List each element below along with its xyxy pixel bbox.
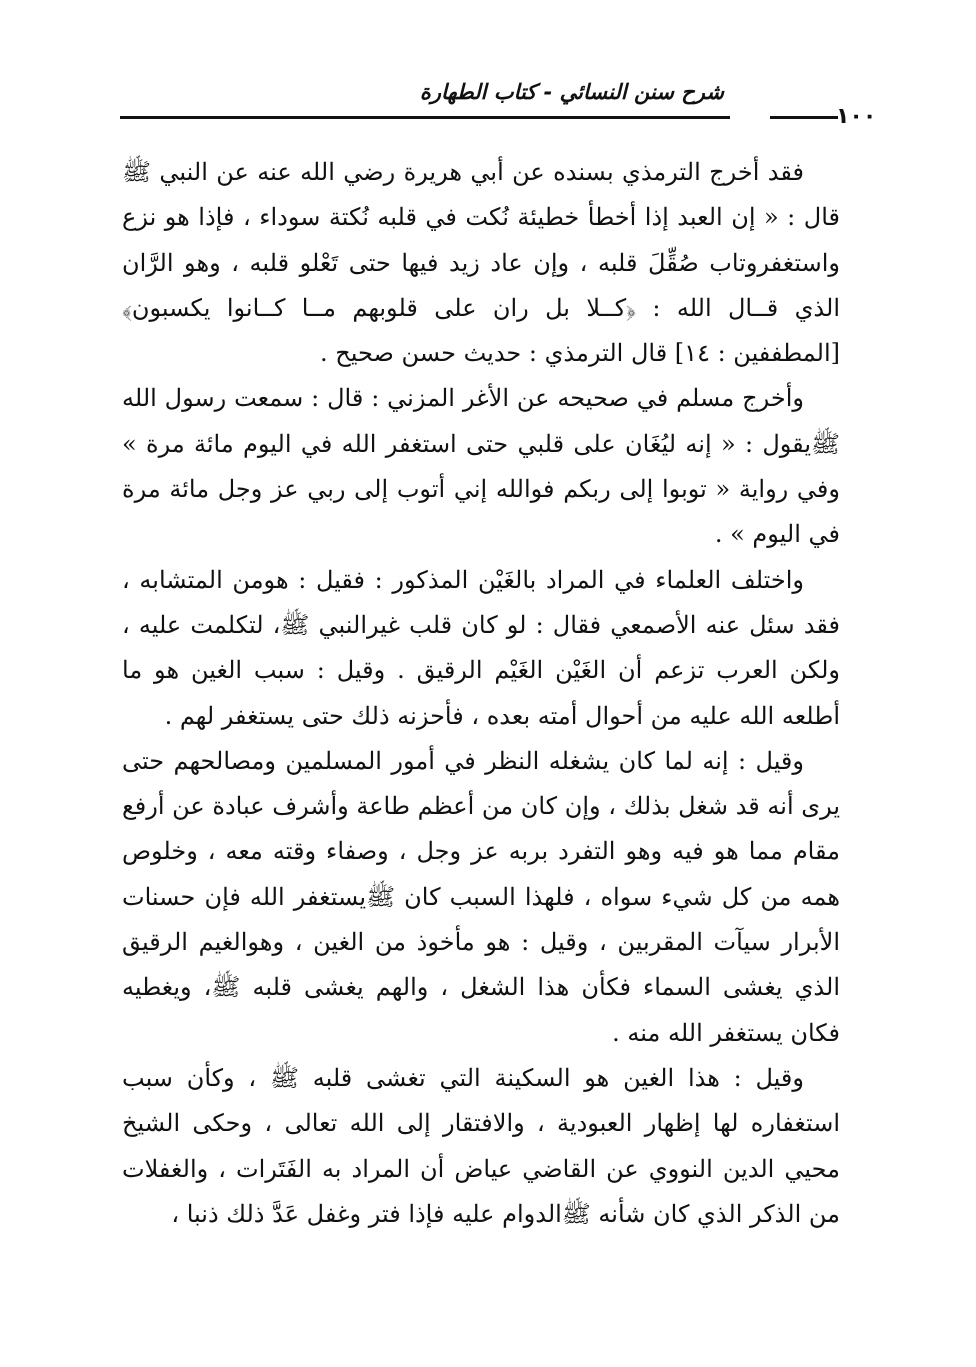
paragraph: فقد أخرج الترمذي بسنده عن أبي هريرة رضي الله عنه عن النبي ﷺ قال : « إن العبد إذا أخطأ خطيئة نُكت في قلبه نُكتة سوداء ، فإذا هو نزع واستغفروتاب صُقِّلَ قلبه ، وإن عاد زيد فيها حتى تَعْلو قلبه ، وهو الرَّان الذي قــال الله : ﴿كــلا بل ران على قلوبهم مــا كــانوا يكسبون﴾[المطففين : ١٤] قال الترمذي : حديث حسن صحيح . [122,158,840,368]
paragraph: وقيل : إنه لما كان يشغله النظر في أمور المسلمين ومصالحهم حتى يرى أنه قد شغل بذلك ، وإن كان من أعظم طاعة وأشرف عبادة عن أرفع مقام مما هو فيه وهو التفرد بربه عز وجل ، وصفاء وقته معه ، وخلوص همه من كل شيء سواه ، فلهذا السبب كان ﷺيستغفر الله فإن حسنات الأبرار سيآت المقربين ، وقيل : هو مأخوذ من الغين ، وهوالغيم الرقيق الذي يغشى السماء فكأن هذا الشغل ، والهم يغشى قلبه ﷺ، ويغطيه فكان يستغفر الله منه . [122,746,840,1047]
paragraph: واختلف العلماء في المراد بالغَيْن المذكور : فقيل : هومن المتشابه ، فقد سئل عنه الأصمعي فقال : لو كان قلب غيرالنبي ﷺ، لتكلمت عليه ، ولكن العرب تزعم أن الغَيْن الغَيْم الرقيق . وقيل : سبب الغين هو ما أطلعه الله عليه من أحوال أمته بعده ، فأحزنه ذلك حتى يستغفر لهم . [122,565,840,730]
paragraph: وقيل : هذا الغين هو السكينة التي تغشى قلبه ﷺ ، وكأن سبب استغفاره لها إظهار العبودية ، والافتقار إلى الله تعالى ، وحكى الشيخ محيي الدين النووي عن القاضي عياض أن المراد به الفَتَرات ، والغفلات من الذكر الذي كان شأنه ﷺالدوام عليه فإذا فتر وغفل عَدَّ ذلك ذنبا ، [122,1063,840,1228]
running-title: شرح سنن النسائي - كتاب الطهارة [419,80,724,104]
header-rule [120,116,730,119]
paragraph: وأخرج مسلم في صحيحه عن الأغر المزني : قال : سمعت رسول الله ﷺيقول : « إنه ليُغَان على قلبي حتى استغفر الله في اليوم مائة مرة » وفي رواية « توبوا إلى ربكم فوالله إني أتوب إلى ربي عز وجل مائة مرة في اليوم » . [122,384,840,549]
body-text [122,150,840,1237]
page-header [120,78,877,129]
page-number: ١٠٠ [836,104,877,129]
page-number-rule [770,116,838,119]
